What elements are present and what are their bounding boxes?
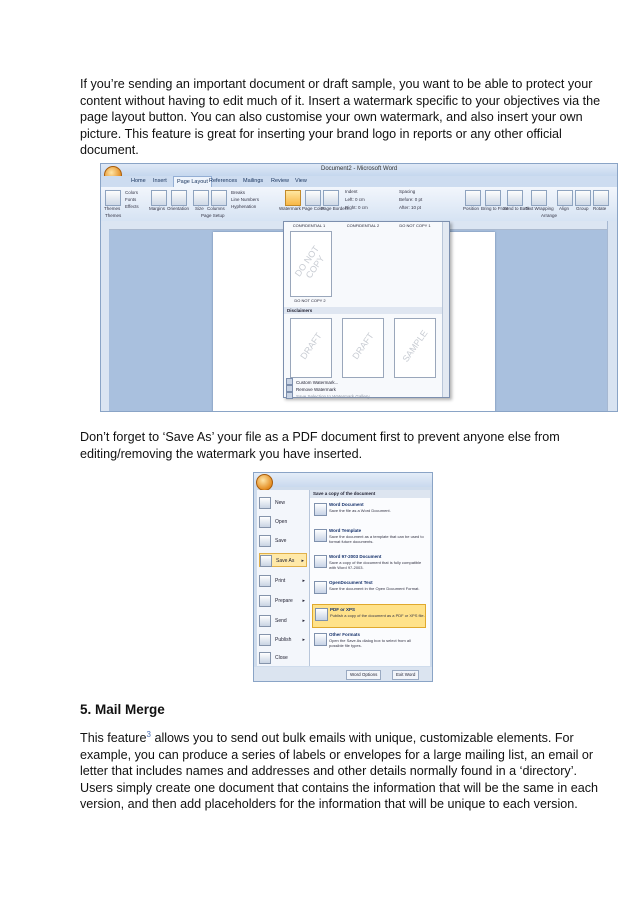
word-document-icon: [314, 503, 327, 516]
thumb-text: SAMPLE: [400, 328, 430, 364]
option-pdf-or-xps[interactable]: [312, 604, 426, 628]
fonts-button[interactable]: Fonts: [125, 197, 137, 202]
colors-button[interactable]: Colors: [125, 190, 139, 195]
page-color-icon[interactable]: [305, 190, 321, 206]
option-title: Other Formats: [329, 632, 361, 637]
submenu-arrow-icon: ▸: [302, 578, 305, 584]
option-title: Word Template: [329, 528, 362, 533]
thumb-text: DRAFT: [298, 330, 324, 362]
position-icon[interactable]: [465, 190, 481, 206]
watermark-thumb-draft-1[interactable]: [290, 318, 332, 378]
mail-merge-paragraph: [80, 730, 612, 813]
option-desc: Save the document as a template that can be used to format future documents.: [329, 534, 424, 544]
option-word-97-2003[interactable]: [312, 552, 426, 576]
submenu-arrow-icon: ▸: [302, 637, 305, 643]
word-template-icon: [314, 529, 327, 542]
themes-label: Themes: [104, 206, 121, 211]
send-to-back-icon[interactable]: [507, 190, 523, 206]
save-selection-item[interactable]: [286, 392, 373, 399]
submenu-arrow-icon: ▸: [301, 558, 304, 564]
menu-close[interactable]: [259, 651, 307, 665]
line-numbers-button[interactable]: Line Numbers: [231, 197, 260, 202]
menu-print[interactable]: [259, 574, 307, 588]
menu-label: New: [275, 500, 286, 506]
other-formats-icon: [314, 633, 327, 646]
effects-button[interactable]: Effects: [125, 204, 139, 209]
group-label: Group: [576, 206, 589, 211]
menu-send[interactable]: [259, 614, 307, 628]
breaks-button[interactable]: Breaks: [231, 190, 246, 195]
save-selection-icon: [286, 392, 293, 399]
option-title: OpenDocument Text: [329, 580, 373, 585]
orientation-icon[interactable]: [171, 190, 187, 206]
option-desc: Open the Save As dialog box to select from all possible file types.: [329, 638, 411, 648]
gallery-caption: CONFIDENTIAL 2: [346, 223, 380, 228]
menu-item-label: Remove Watermark: [296, 387, 336, 392]
word-97-icon: [314, 555, 327, 568]
word-options-button[interactable]: Word Options: [346, 670, 381, 680]
remove-icon: [286, 385, 293, 392]
group-page-setup-label: Page Setup: [201, 213, 225, 218]
page-borders-icon[interactable]: [323, 190, 339, 206]
page-color-label: Page Color: [302, 206, 325, 211]
close-folder-icon: [259, 652, 271, 664]
indent-right-field[interactable]: Right: 0 cm: [345, 205, 368, 210]
option-title: Word Document: [329, 502, 364, 507]
menu-label: Save: [275, 538, 287, 544]
menu-publish[interactable]: [259, 633, 307, 647]
watermark-thumb-draft-2[interactable]: [342, 318, 384, 378]
gallery-caption: CONFIDENTIAL 1: [292, 223, 326, 228]
rotate-label: Rotate: [593, 206, 607, 211]
save-as-screenshot: [253, 472, 433, 682]
spacing-before-field[interactable]: Before: 0 pt: [399, 197, 423, 202]
option-word-template[interactable]: [312, 526, 426, 550]
menu-label: Print: [275, 578, 286, 584]
save-as-panel: [310, 490, 430, 666]
tab-references[interactable]: References: [209, 178, 238, 184]
quick-access-toolbar: [254, 473, 432, 487]
menu-label: Save As: [276, 558, 295, 564]
menu-new[interactable]: [259, 496, 307, 510]
size-label: Size: [195, 206, 204, 211]
option-opendocument[interactable]: [312, 578, 426, 602]
hyphenation-button[interactable]: Hyphenation: [231, 204, 257, 209]
opendocument-icon: [314, 581, 327, 594]
submenu-arrow-icon: ▸: [302, 618, 305, 624]
indent-label: Indent: [345, 189, 358, 194]
watermark-gallery-dropdown: [283, 221, 450, 398]
group-icon[interactable]: [575, 190, 591, 206]
panel-header: Save a copy of the document: [310, 490, 430, 498]
menu-footer: [254, 667, 432, 681]
remove-watermark-item[interactable]: [286, 385, 336, 392]
align-label: Align: [559, 206, 570, 211]
menu-label: Publish: [275, 637, 292, 643]
option-desc: Save a copy of the document that is fully compatible with Word 97-2003.: [329, 560, 422, 570]
position-label: Position: [463, 206, 480, 211]
tab-insert[interactable]: Insert: [153, 178, 167, 184]
text-wrapping-label: Text Wrapping: [525, 206, 554, 211]
indent-left-field[interactable]: Left: 0 cm: [345, 197, 365, 202]
tab-page-layout[interactable]: Page Layout: [173, 176, 212, 187]
disclaimers-header: Disclaimers: [284, 307, 449, 314]
thumb-text: DRAFT: [350, 330, 376, 362]
office-menu-left: [257, 490, 310, 666]
ribbon-tabs: [101, 176, 617, 187]
rotate-icon[interactable]: [593, 190, 609, 206]
bring-to-front-label: Bring to Front: [481, 206, 509, 211]
menu-label: Open: [275, 519, 288, 525]
gallery-caption: DO NOT COPY 2: [294, 298, 326, 303]
columns-label: Columns: [207, 206, 225, 211]
bring-to-front-icon[interactable]: [485, 190, 501, 206]
group-themes-label: Themes: [105, 213, 122, 218]
menu-label: Close: [275, 655, 288, 661]
pdf-icon: [315, 608, 328, 621]
window-title: Document2 - Microsoft Word: [321, 166, 398, 172]
menu-item-label: Save Selection to Watermark Gallery...: [296, 394, 374, 399]
menu-open[interactable]: [259, 515, 307, 529]
orientation-label: Orientation: [167, 206, 190, 211]
menu-label: Prepare: [275, 598, 293, 604]
tab-view[interactable]: View: [295, 178, 307, 184]
menu-item-label: Custom Watermark...: [296, 380, 339, 385]
watermark-paragraph: If you’re sending an important document or draft sample, you want to be able to protect your content without having to edit much of it. Insert a watermark specific to your objectives via the page layout button. You can also customise your own watermark, and also insert your own picture. This feature is great for inserting your brand logo in reports or any other official document.: [80, 77, 601, 157]
submenu-arrow-icon: ▸: [302, 598, 305, 604]
size-icon[interactable]: [193, 190, 209, 206]
watermark-screenshot: [100, 163, 618, 412]
footnote-reference[interactable]: 3: [146, 729, 151, 739]
gallery-scrollbar[interactable]: [442, 222, 449, 397]
option-desc: Save the document in the Open Document Format.: [329, 586, 420, 591]
ribbon: [101, 187, 617, 222]
tab-review[interactable]: Review: [271, 178, 290, 184]
option-word-document[interactable]: [312, 500, 426, 524]
tab-mailings[interactable]: Mailings: [243, 178, 264, 184]
option-title: Word 97-2003 Document: [329, 554, 382, 559]
margins-label: Margins: [149, 206, 166, 211]
tab-home[interactable]: Home: [131, 178, 146, 184]
spacing-after-field[interactable]: After: 10 pt: [399, 205, 422, 210]
office-button-icon[interactable]: [256, 474, 273, 491]
margins-icon[interactable]: [151, 190, 167, 206]
menu-prepare[interactable]: [259, 594, 307, 608]
new-icon: [259, 497, 271, 509]
gallery-caption: DO NOT COPY 1: [399, 223, 431, 228]
thumb-text: DO NOT COPY: [292, 243, 327, 281]
menu-save[interactable]: [259, 534, 307, 548]
paragraph-start: This feature: [80, 731, 147, 745]
vertical-scrollbar[interactable]: [607, 221, 617, 412]
title-bar: [101, 164, 617, 176]
section-heading: 5. Mail Merge: [80, 702, 165, 717]
folder-icon: [259, 516, 271, 528]
menu-label: Send: [275, 618, 287, 624]
paragraph-rest: allows you to send out bulk emails with unique, customizable elements. For example, you can produce a series of labels or envelopes for a large mailing list, an email or letter that includes names and addresses and other details normally found in a ‘directory’. Users simply create one document that contains the information that will be the same in each version, and then add placeholders for the information that will be unique to each version.: [80, 731, 599, 811]
columns-icon[interactable]: [211, 190, 227, 206]
text-wrapping-icon[interactable]: [531, 190, 547, 206]
align-icon[interactable]: [557, 190, 573, 206]
publish-icon: [259, 634, 271, 646]
prepare-icon: [259, 595, 271, 607]
watermark-menu-icon: [286, 378, 293, 385]
option-desc: Save the file as a Word Document.: [329, 508, 391, 513]
menu-save-as[interactable]: [259, 553, 307, 567]
option-title: PDF or XPS: [330, 607, 356, 612]
print-icon: [259, 575, 271, 587]
exit-word-button[interactable]: Exit Word: [392, 670, 419, 680]
watermark-thumb-do-not-copy[interactable]: [290, 231, 332, 297]
page-borders-label: Page Borders: [321, 206, 349, 211]
watermark-icon[interactable]: [285, 190, 301, 206]
option-other-formats[interactable]: [312, 630, 426, 654]
custom-watermark-item[interactable]: [286, 378, 338, 385]
option-desc: Publish a copy of the document as a PDF or XPS file.: [330, 613, 425, 618]
save-as-paragraph: Don’t forget to ‘Save As’ your file as a PDF document first to prevent anyone else from editing/removing the watermark you have inserted.: [80, 430, 560, 461]
send-icon: [259, 615, 271, 627]
themes-icon[interactable]: [105, 190, 121, 206]
save-as-icon: [260, 555, 272, 567]
save-icon: [259, 535, 271, 547]
vertical-ruler: [101, 229, 109, 412]
watermark-label: Watermark: [279, 206, 301, 211]
send-to-back-label: Send to Back: [503, 206, 530, 211]
group-arrange-label: Arrange: [541, 213, 558, 218]
spacing-label: Spacing: [399, 189, 416, 194]
watermark-thumb-sample[interactable]: [394, 318, 436, 378]
